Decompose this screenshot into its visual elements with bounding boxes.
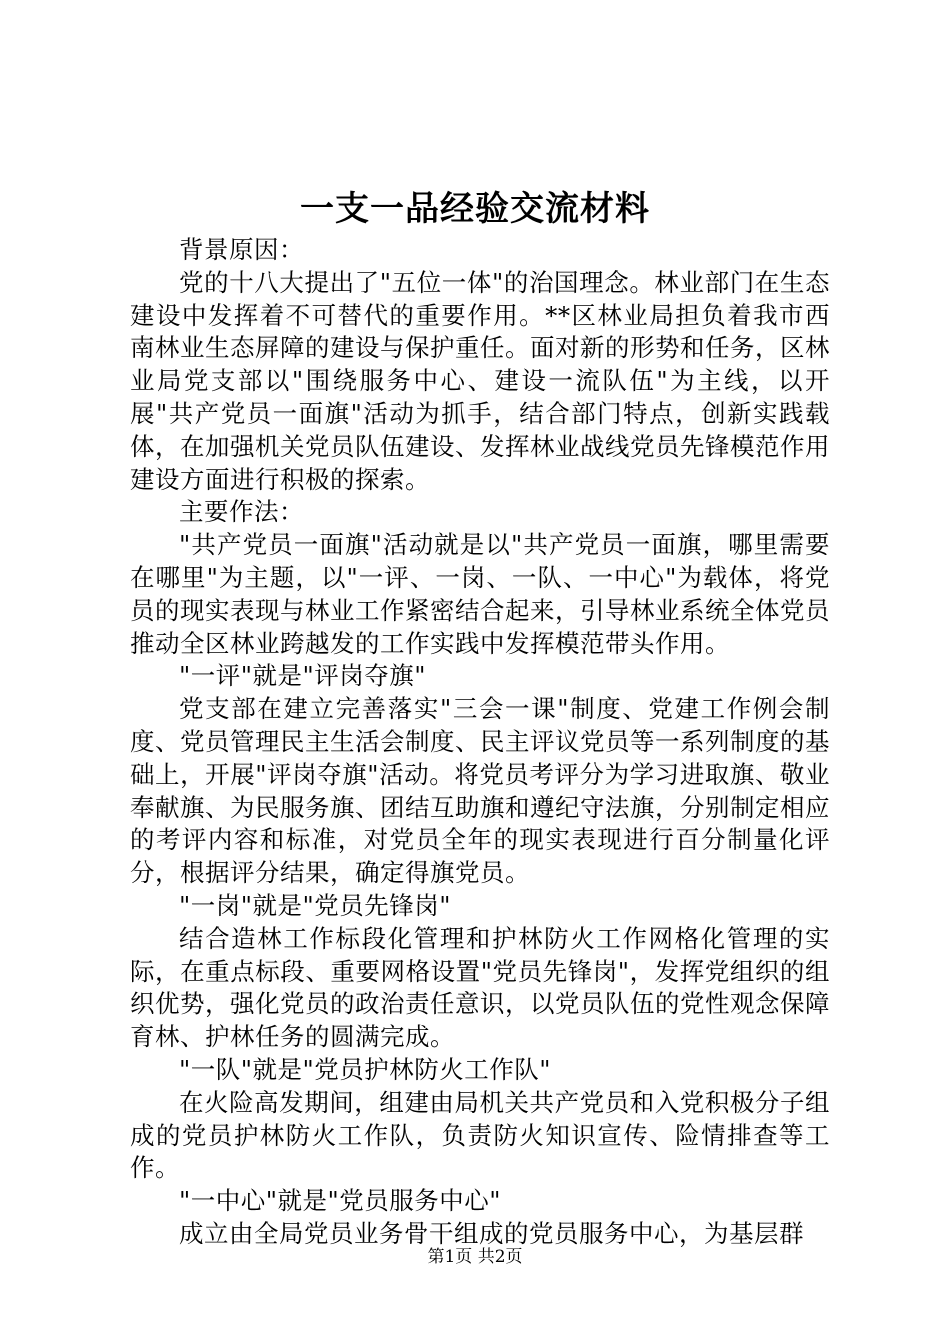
paragraph-yigang: 结合造林工作标段化管理和护林防火工作网格化管理的实际，在重点标段、重要网格设置"党员先锋岗"，发挥党组织的组织优势，强化党员的政治责任意识，以党员队伍的党性观念保障育林、护林任务的圆满完成。	[130, 923, 830, 1052]
paragraph-yiping: 党支部在建立完善落实"三会一课"制度、党建工作例会制度、党员管理民主生活会制度、民主评议党员等一系列制度的基础上，开展"评岗夺旗"活动。将党员考评分为学习进取旗、敬业奉献旗、为民服务旗、团结互助旗和遵纪守法旗，分别制定相应的考评内容和标准，对党员全年的现实表现进行百分制量化评分，根据评分结果，确定得旗党员。	[130, 694, 830, 888]
document-body	[130, 234, 830, 1251]
subheading-yidui: "一队"就是"党员护林防火工作队"	[179, 1054, 552, 1084]
page-indicator: 第1页 共2页	[427, 1247, 523, 1267]
subheading-yiping: "一评"就是"评岗夺旗"	[179, 661, 427, 691]
subheading-yigang: "一岗"就是"党员先锋岗"	[179, 890, 452, 920]
paragraph-yizhongxin: 成立由全局党员业务骨干组成的党员服务中心，为基层群	[179, 1218, 804, 1248]
document-title: 一支一品经验交流材料	[300, 189, 650, 229]
paragraph-yidui: 在火险高发期间，组建由局机关共产党员和入党积极分子组成的党员护林防火工作队，负责防火知识宣传、险情排查等工作。	[130, 1087, 830, 1183]
paragraph-background: 党的十八大提出了"五位一体"的治国理念。林业部门在生态建设中发挥着不可替代的重要作用。**区林业局担负着我市西南林业生态屏障的建设与保护重任。面对新的形势和任务，区林业局党支部以"围绕服务中心、建设一流队伍"为主线，以开展"共产党员一面旗"活动为抓手，结合部门特点，创新实践载体，在加强机关党员队伍建设、发挥林业战线党员先锋模范作用建设方面进行积极的探索。	[130, 267, 830, 494]
paragraph-activity-overview: "共产党员一面旗"活动就是以"共产党员一面旗，哪里需要在哪里"为主题，以"一评、一岗、一队、一中心"为载体，将党员的现实表现与林业工作紧密结合起来，引导林业系统全体党员推动全区林业跨越发的工作实践中发挥模范带头作用。	[130, 530, 830, 658]
section-heading-methods: 主要作法：	[179, 497, 304, 527]
subheading-yizhongxin: "一中心"就是"党员服务中心"	[179, 1186, 502, 1216]
section-heading-background: 背景原因：	[179, 235, 304, 264]
